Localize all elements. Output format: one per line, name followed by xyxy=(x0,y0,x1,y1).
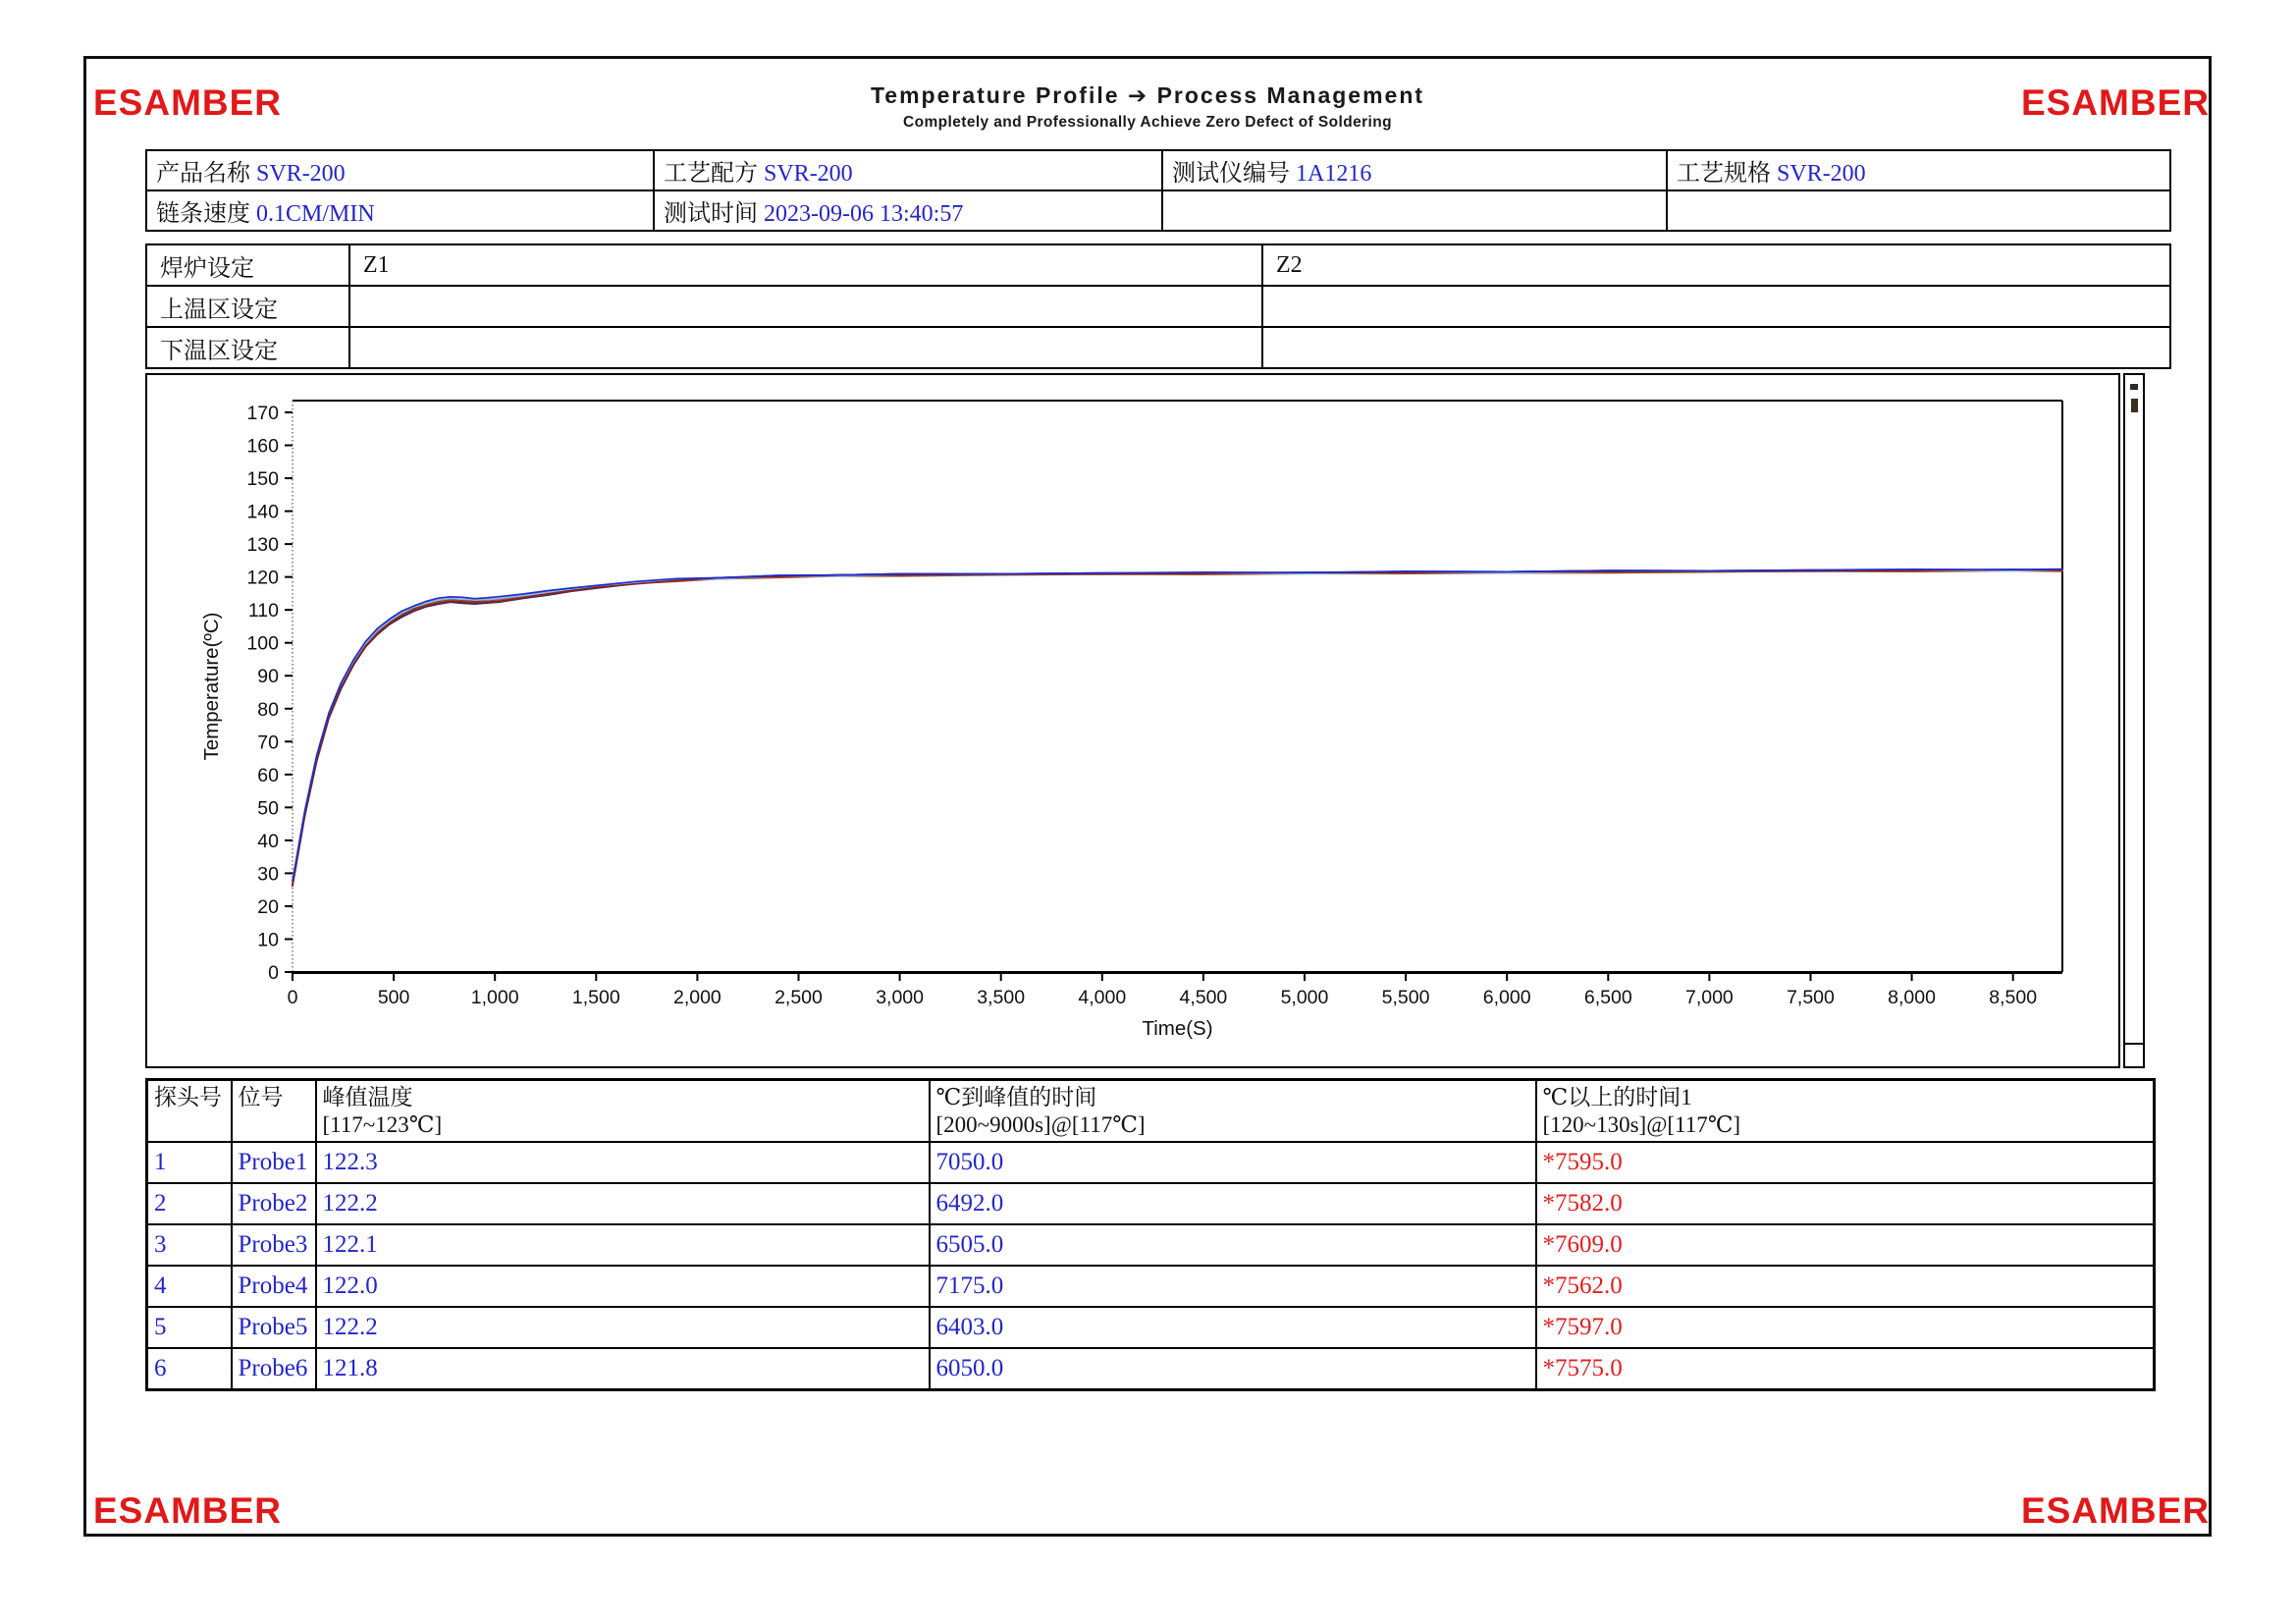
y-tick-label: 160 xyxy=(246,435,279,458)
chain-speed-value: 0.1CM/MIN xyxy=(256,201,375,227)
spec-value: SVR-200 xyxy=(1777,161,1866,187)
y-tick-label: 120 xyxy=(246,567,279,589)
x-tick-label: 3,500 xyxy=(977,987,1026,1008)
table-row xyxy=(147,1224,2155,1266)
y-tick-label: 20 xyxy=(257,895,279,918)
y-tick-label: 30 xyxy=(257,863,279,886)
position-header: 位号 xyxy=(232,1080,316,1143)
x-tick-label: 8,000 xyxy=(1888,987,1936,1008)
y-tick-label: 140 xyxy=(246,501,279,523)
probe-curve-Probe1 xyxy=(293,569,2062,882)
probe-no-header: 探头号 xyxy=(147,1080,232,1143)
chain-speed-label: 链条速度 xyxy=(156,201,250,227)
test-time-cell xyxy=(654,190,1162,231)
test-time-value: 2023-09-06 13:40:57 xyxy=(764,201,964,227)
product-name-label: 产品名称 xyxy=(156,161,250,187)
oven-setting-label: 焊炉设定 xyxy=(146,244,349,286)
report-title: Temperature Profile ➔ Process Management xyxy=(870,82,1425,108)
probe-curve-Probe5 xyxy=(293,569,2062,887)
y-axis-title: Temperature(ºC) xyxy=(200,612,223,761)
x-tick-label: 1,000 xyxy=(470,987,519,1008)
x-tick-label: 6,500 xyxy=(1583,987,1632,1008)
x-tick-label: 6,000 xyxy=(1482,987,1531,1008)
spec-cell xyxy=(1667,150,2170,190)
chart-scrollbar[interactable] xyxy=(2123,373,2145,1068)
y-tick-label: 150 xyxy=(246,468,279,491)
y-tick-label: 170 xyxy=(246,403,279,424)
zone-z2-cell: Z2 xyxy=(1262,244,2170,286)
time-to-peak-value: 6403.0 xyxy=(930,1307,1536,1348)
y-tick-label: 130 xyxy=(246,534,279,557)
tester-id-label: 测试仪编号 xyxy=(1172,161,1290,187)
x-tick-label: 5,000 xyxy=(1280,987,1329,1008)
temperature-chart xyxy=(147,375,2118,1066)
recipe-value: SVR-200 xyxy=(764,161,853,187)
y-tick-label: 100 xyxy=(246,632,279,655)
probe-position-value: Probe2 xyxy=(232,1183,316,1224)
probe-position-value: Probe1 xyxy=(232,1142,316,1183)
recipe-cell xyxy=(654,150,1162,190)
probe-curve-Probe4 xyxy=(293,570,2062,882)
table-row xyxy=(146,244,2170,286)
logo-bottom-left: ESAMBER xyxy=(93,1490,283,1531)
x-tick-label: 7,500 xyxy=(1787,987,1835,1008)
peak-temp-value: 122.1 xyxy=(316,1224,930,1266)
x-tick-label: 2,500 xyxy=(774,987,823,1008)
time-to-peak-value: 6050.0 xyxy=(930,1348,1536,1390)
probe-position-value: Probe3 xyxy=(232,1224,316,1266)
scrollbar-glyph-icon xyxy=(2131,399,2138,412)
time-above-value: *7597.0 xyxy=(1536,1307,2155,1348)
y-tick-label: 40 xyxy=(257,830,279,852)
peak-temp-value: 122.2 xyxy=(316,1183,930,1224)
report-subtitle: Completely and Professionally Achieve Zero Defect of Soldering xyxy=(903,114,1392,131)
time-to-peak-value: 6505.0 xyxy=(930,1224,1536,1266)
tester-id-value: 1A1216 xyxy=(1296,161,1372,187)
probe-no-value: 6 xyxy=(147,1348,232,1390)
x-tick-label: 4,500 xyxy=(1179,987,1228,1008)
y-tick-label: 70 xyxy=(257,731,279,754)
probe-curve-Probe2 xyxy=(293,569,2062,884)
y-tick-label: 90 xyxy=(257,666,279,688)
scrollbar-glyph-icon xyxy=(2130,384,2138,390)
time-above-header: ℃以上的时间1 [120~130s]@[117℃] xyxy=(1536,1080,2155,1143)
y-tick-label: 60 xyxy=(257,764,279,786)
recipe-label: 工艺配方 xyxy=(664,161,758,187)
logo-top-left: ESAMBER xyxy=(93,82,283,123)
probe-results-table xyxy=(145,1078,2156,1391)
table-row xyxy=(146,286,2170,327)
upper-zone-z1-cell xyxy=(349,286,1262,327)
tester-id-cell xyxy=(1162,150,1667,190)
table-row xyxy=(147,1348,2155,1390)
time-to-peak-header: ℃到峰值的时间 [200~9000s]@[117℃] xyxy=(930,1080,1536,1143)
lower-zone-label: 下温区设定 xyxy=(146,327,349,368)
table-row xyxy=(147,1183,2155,1224)
time-above-value: *7609.0 xyxy=(1536,1224,2155,1266)
x-tick-label: 500 xyxy=(377,987,410,1008)
table-row xyxy=(147,1266,2155,1307)
time-to-peak-value: 7050.0 xyxy=(930,1142,1536,1183)
time-to-peak-value: 7175.0 xyxy=(930,1266,1536,1307)
product-info-table xyxy=(145,149,2171,232)
probe-curve-Probe6 xyxy=(293,570,2062,884)
test-time-label: 测试时间 xyxy=(664,201,758,227)
time-to-peak-value: 6492.0 xyxy=(930,1183,1536,1224)
table-row xyxy=(147,1142,2155,1183)
peak-temp-header: 峰值温度 [117~123℃] xyxy=(316,1080,930,1143)
scrollbar-button[interactable] xyxy=(2125,1043,2143,1066)
logo-bottom-right: ESAMBER xyxy=(2020,1490,2210,1531)
table-row xyxy=(147,1307,2155,1348)
x-tick-label: 2,000 xyxy=(672,987,721,1008)
spec-label: 工艺规格 xyxy=(1677,161,1771,187)
upper-zone-z2-cell xyxy=(1262,286,2170,327)
y-tick-label: 50 xyxy=(257,797,279,820)
zone-z1-cell: Z1 xyxy=(349,244,1262,286)
peak-temp-value: 122.2 xyxy=(316,1307,930,1348)
time-above-value: *7562.0 xyxy=(1536,1266,2155,1307)
probe-position-value: Probe4 xyxy=(232,1266,316,1307)
probe-no-value: 4 xyxy=(147,1266,232,1307)
product-name-value: SVR-200 xyxy=(256,161,346,187)
table-header-row xyxy=(147,1080,2155,1143)
time-above-value: *7575.0 xyxy=(1536,1348,2155,1390)
empty-cell xyxy=(1667,190,2170,231)
logo-top-right: ESAMBER xyxy=(2020,82,2210,123)
table-row xyxy=(146,327,2170,368)
probe-no-value: 2 xyxy=(147,1183,232,1224)
probe-position-value: Probe6 xyxy=(232,1348,316,1390)
time-above-value: *7595.0 xyxy=(1536,1142,2155,1183)
table-row xyxy=(146,150,2170,190)
lower-zone-z2-cell xyxy=(1262,327,2170,368)
x-tick-label: 8,500 xyxy=(1989,987,2038,1008)
y-tick-label: 10 xyxy=(257,929,279,951)
peak-temp-value: 122.0 xyxy=(316,1266,930,1307)
x-tick-label: 0 xyxy=(287,987,298,1008)
x-tick-label: 3,000 xyxy=(876,987,925,1008)
probe-no-value: 3 xyxy=(147,1224,232,1266)
probe-no-value: 5 xyxy=(147,1307,232,1348)
peak-temp-value: 121.8 xyxy=(316,1348,930,1390)
time-above-value: *7582.0 xyxy=(1536,1183,2155,1224)
empty-cell xyxy=(1162,190,1667,231)
y-tick-label: 80 xyxy=(257,698,279,721)
x-axis-title: Time(S) xyxy=(1142,1017,1213,1040)
y-tick-label: 0 xyxy=(268,962,279,984)
table-row xyxy=(146,190,2170,231)
chart-panel xyxy=(145,373,2120,1068)
x-tick-label: 5,500 xyxy=(1381,987,1430,1008)
report-header xyxy=(83,82,2212,132)
x-tick-label: 1,500 xyxy=(571,987,620,1008)
upper-zone-label: 上温区设定 xyxy=(146,286,349,327)
chain-speed-cell xyxy=(146,190,654,231)
x-tick-label: 7,000 xyxy=(1684,987,1734,1008)
peak-temp-value: 122.3 xyxy=(316,1142,930,1183)
lower-zone-z1-cell xyxy=(349,327,1262,368)
oven-settings-table xyxy=(145,243,2171,369)
y-tick-label: 110 xyxy=(247,600,279,622)
product-name-cell xyxy=(146,150,654,190)
probe-curve-Probe3 xyxy=(293,569,2062,886)
x-tick-label: 4,000 xyxy=(1078,987,1127,1008)
probe-position-value: Probe5 xyxy=(232,1307,316,1348)
probe-no-value: 1 xyxy=(147,1142,232,1183)
